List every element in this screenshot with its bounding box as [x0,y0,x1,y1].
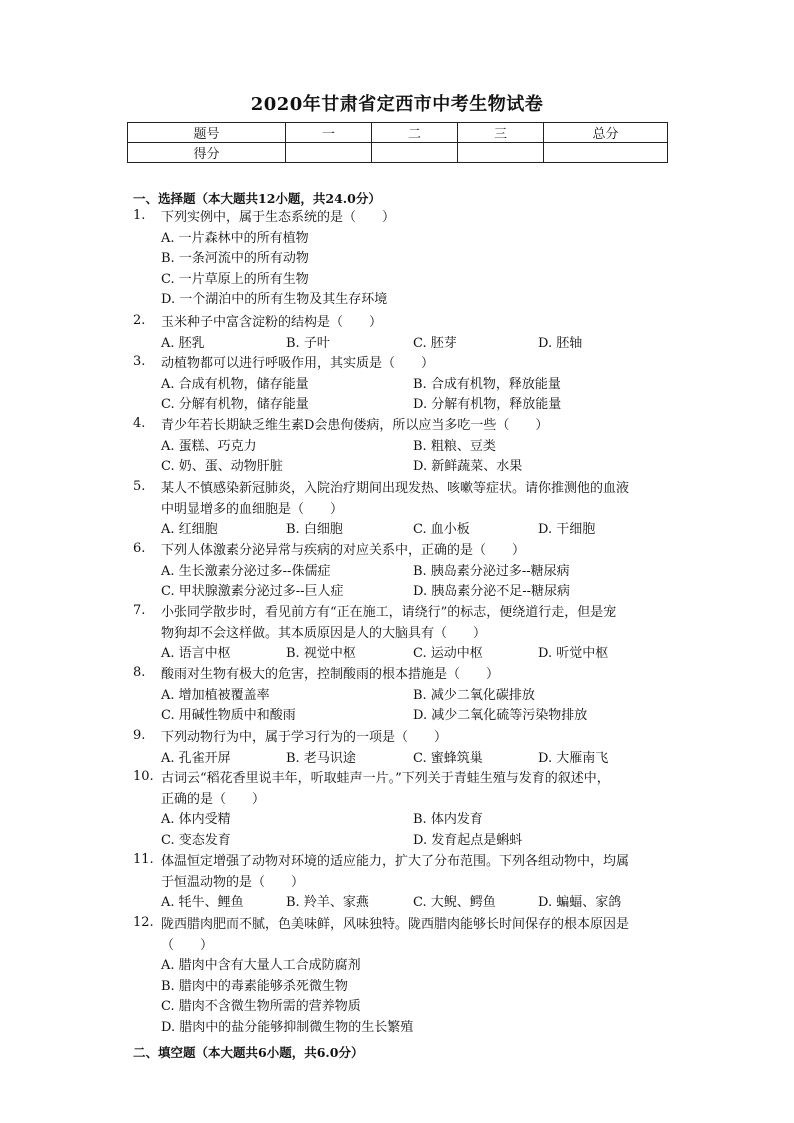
option-d[interactable]: D. 胰岛素分泌不足--糖尿病 [413,584,571,599]
option-b[interactable]: B. 合成有机物，释放能量 [413,376,561,392]
option-a[interactable]: A. 牦牛、鲤鱼 [161,895,244,910]
option-d[interactable]: D. 胚轴 [538,335,583,351]
question-10 [133,769,668,851]
option-b[interactable]: B. 视觉中枢 [286,646,356,661]
option-c[interactable]: C. 奶、蛋、动物肝脏 [161,459,283,474]
question-number: 1. [133,208,146,223]
option-a[interactable]: A. 生长激素分泌过多--侏儒症 [161,563,331,579]
option-a[interactable]: A. 孔雀开屏 [161,750,231,766]
option-a[interactable]: A. 红细胞 [161,522,218,537]
option-c[interactable]: C. 用碱性物质中和酸雨 [161,708,296,723]
score-header-cell: 一 [286,123,372,143]
score-header-cell: 三 [458,123,544,143]
option-d[interactable]: D. 蝙蝠、家鸽 [538,895,622,910]
question-stem-line-1: 陇西腊肉肥而不腻，色美味鲜，风味独特。陇西腊肉能够长时间保存的根本原因是 [161,917,630,932]
score-cell[interactable] [458,143,544,163]
option-b[interactable]: B. 减少二氧化碳排放 [413,687,535,703]
option-b[interactable]: B. 子叶 [286,335,330,351]
option-c[interactable]: C. 胚芽 [413,335,457,351]
question-stem-line-2: 物狗却不会这样做。其本质原因是人的大脑具有（ ） [161,625,487,641]
question-number: 2. [133,313,146,328]
question-number: 6. [133,541,146,556]
score-header-cell: 总分 [544,123,668,143]
option-b[interactable]: B. 体内发育 [413,812,483,827]
option-c[interactable]: C. 腊肉不含微生物所需的营养物质 [161,999,361,1014]
option-a[interactable]: A. 一片森林中的所有植物 [161,230,309,246]
question-stem: 下列实例中，属于生态系统的是（ ） [161,210,396,225]
score-row-label: 得分 [128,143,286,163]
score-header-cell: 题号 [128,123,286,143]
question-number: 3. [133,354,146,369]
score-table-score-row [128,143,668,163]
question-2 [133,313,668,354]
question-6 [133,541,668,603]
question-1 [133,208,668,311]
option-a[interactable]: A. 合成有机物，储存能量 [161,376,309,392]
question-4 [133,416,668,478]
question-5 [133,479,668,541]
section-heading-choice: 一、选择题（本大题共12小题，共24.0分） [133,191,381,206]
question-stem-line-1: 某人不慎感染新冠肺炎，入院治疗期间出现发热、咳嗽等症状。请你推测他的血液 [161,481,630,496]
option-b[interactable]: B. 胰岛素分泌过多--糖尿病 [413,563,570,579]
option-c[interactable]: C. 大鲵、鳄鱼 [413,895,496,910]
page-title: 2020年甘肃省定西市中考生物试卷 [250,94,544,115]
question-number: 9. [133,728,146,743]
question-stem: 青少年若长期缺乏维生素D会患佝偻病，所以应当多吃一些（ ） [161,418,549,433]
question-stem: 下列人体激素分泌异常与疾病的对应关系中，正确的是（ ） [161,543,526,558]
option-b[interactable]: B. 老马识途 [286,750,356,766]
score-cell[interactable] [372,143,458,163]
question-3 [133,354,668,416]
question-stem-line-2: 于恒温动物的是（ ） [161,874,305,890]
question-stem-line-1: 古词云“稻花香里说丰年，听取蛙声一片。”下列关于青蛙生殖与发育的叙述中， [161,771,610,786]
score-table [127,122,668,163]
option-d[interactable]: D. 分解有机物，释放能量 [413,397,562,412]
score-table-header-row [128,123,668,143]
option-d[interactable]: D. 干细胞 [538,522,596,537]
option-a[interactable]: A. 胚乳 [161,335,205,351]
option-d[interactable]: D. 腊肉中的盐分能够抑制微生物的生长繁殖 [161,1019,414,1035]
score-header-cell: 二 [372,123,458,143]
question-number: 7. [133,603,146,618]
question-stem-line-1: 小张同学散步时，看见前方有“正在施工，请绕行”的标志，便绕道行走，但是宠 [161,605,617,620]
question-stem-line-1: 体温恒定增强了动物对环境的适应能力，扩大了分布范围。下列各组动物中，均属 [161,854,630,869]
option-c[interactable]: C. 分解有机物，储存能量 [161,397,309,412]
option-b[interactable]: B. 白细胞 [286,522,343,537]
question-11 [133,852,668,914]
question-stem-line-2: （ ） [161,937,214,953]
option-c[interactable]: C. 运动中枢 [413,646,483,661]
question-stem: 下列动物行为中，属于学习行为的一项是（ ） [161,730,448,745]
score-cell[interactable] [286,143,372,163]
option-c[interactable]: C. 蜜蜂筑巢 [413,750,483,766]
question-stem-line-2: 正确的是（ ） [161,791,266,807]
question-8 [133,665,668,727]
option-d[interactable]: D. 大雁南飞 [538,750,609,766]
option-d[interactable]: D. 新鲜蔬菜、水果 [413,459,523,474]
question-12 [133,915,668,1038]
option-d[interactable]: D. 听觉中枢 [538,646,609,661]
question-number: 10. [133,769,154,784]
option-b[interactable]: B. 粗粮、豆类 [413,438,496,454]
question-number: 5. [133,479,146,494]
question-stem: 动植物都可以进行呼吸作用，其实质是（ ） [161,356,435,371]
question-number: 8. [133,665,146,680]
option-d[interactable]: D. 减少二氧化硫等污染物排放 [413,708,588,723]
question-stem-line-2: 中明显增多的血细胞是（ ） [161,501,344,517]
option-c[interactable]: C. 血小板 [413,522,470,537]
option-a[interactable]: A. 蛋糕、巧克力 [161,438,257,454]
option-a[interactable]: A. 语言中枢 [161,646,231,661]
question-7 [133,603,668,665]
option-c[interactable]: C. 甲状腺激素分泌过多--巨人症 [161,584,344,599]
option-b[interactable]: B. 一条河流中的所有动物 [161,251,309,266]
option-b[interactable]: B. 腊肉中的毒素能够杀死微生物 [161,978,348,994]
option-a[interactable]: A. 腊肉中含有大量人工合成防腐剂 [161,958,361,973]
option-b[interactable]: B. 羚羊、家燕 [286,895,369,910]
question-stem: 酸雨对生物有极大的危害，控制酸雨的根本措施是（ ） [161,667,500,682]
option-a[interactable]: A. 增加植被覆盖率 [161,687,270,703]
option-a[interactable]: A. 体内受精 [161,812,231,827]
score-cell[interactable] [544,143,668,163]
option-c[interactable]: C. 变态发育 [161,832,231,848]
option-d[interactable]: D. 发育起点是蝌蚪 [413,832,523,848]
question-number: 11. [133,852,154,867]
option-d[interactable]: D. 一个湖泊中的所有生物及其生存环境 [161,292,388,307]
option-c[interactable]: C. 一片草原上的所有生物 [161,271,309,287]
section-heading-fill: 二、填空题（本大题共6小题，共6.0分） [133,1045,364,1060]
question-number: 12. [133,915,154,930]
question-stem: 玉米种子中富含淀粉的结构是（ ） [161,315,383,330]
question-number: 4. [133,416,146,431]
question-9 [133,728,668,769]
